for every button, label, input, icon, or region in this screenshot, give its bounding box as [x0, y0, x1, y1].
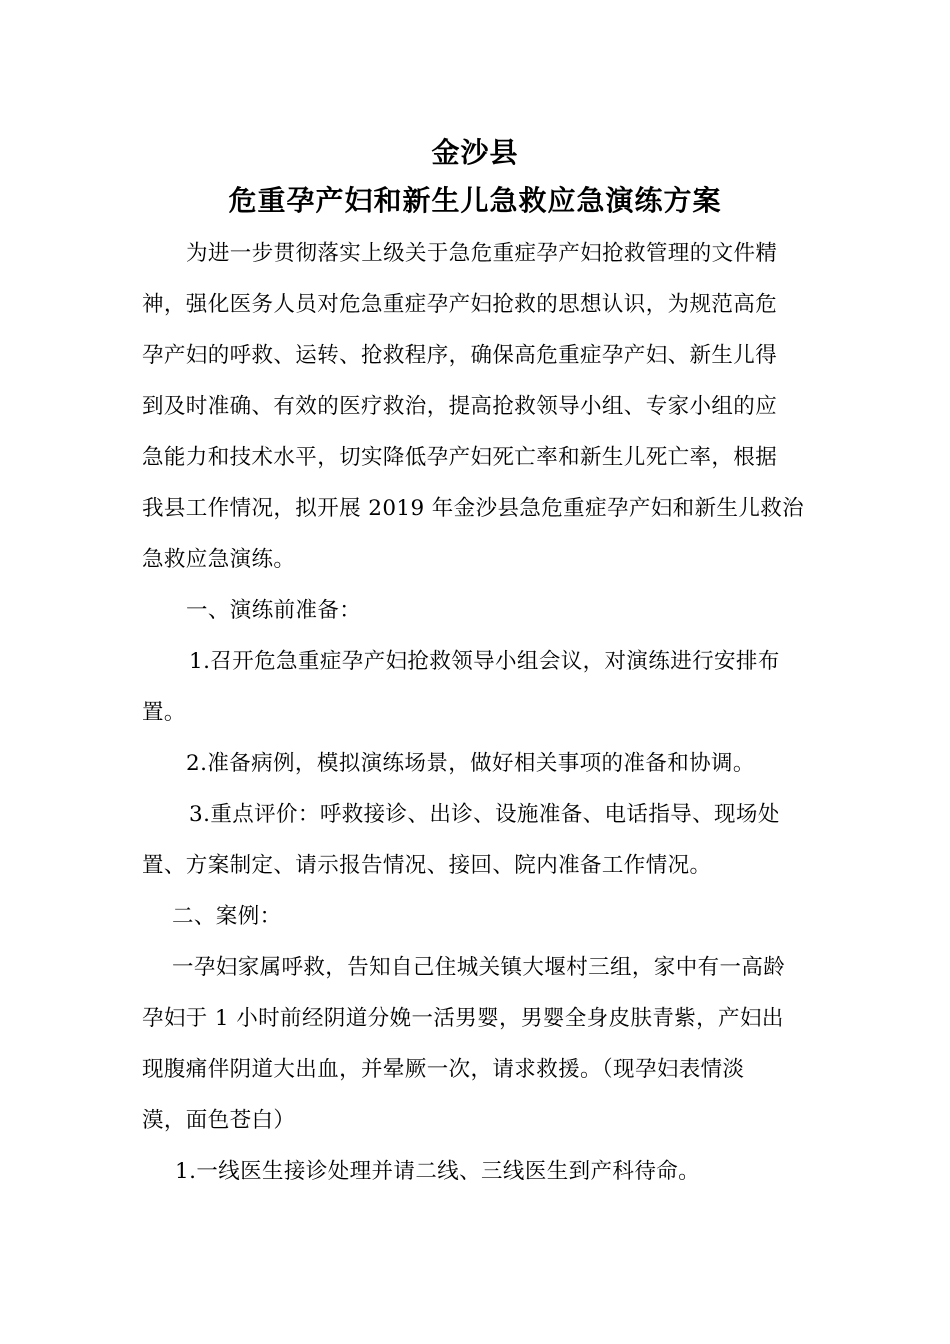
preparation-item-3-continued: 置、方案制定、请示报告情况、接回、院内准备工作情况。: [142, 853, 712, 878]
intro-line: 急能力和技术水平，切实降低孕产妇死亡率和新生儿死亡率，根据: [142, 445, 778, 470]
preparation-item-2: 2.准备病例，模拟演练场景，做好相关事项的准备和协调。: [186, 751, 755, 776]
case-line: 漠，面色苍白）: [142, 1108, 296, 1133]
document-title-main: 危重孕产妇和新生儿急救应急演练方案: [228, 184, 722, 217]
case-line: 孕妇于 1 小时前经阴道分娩一活男婴，男婴全身皮肤青紫，产妇出: [142, 1006, 784, 1031]
section-heading-preparation: 一、演练前准备：: [186, 598, 362, 623]
intro-line: 我县工作情况，拟开展 2019 年金沙县急危重症孕产妇和新生儿救治: [142, 496, 805, 521]
case-line: 现腹痛伴阴道大出血，并晕厥一次，请求救援。（现孕妇表情淡: [142, 1057, 745, 1082]
preparation-item-3: 3.重点评价：呼救接诊、出诊、设施准备、电话指导、现场处: [189, 802, 780, 827]
intro-line: 孕产妇的呼救、运转、抢救程序，确保高危重症孕产妇、新生儿得: [142, 343, 778, 368]
case-line: 一孕妇家属呼救，告知自己住城关镇大堰村三组，家中有一高龄: [172, 955, 786, 980]
intro-line: 神，强化医务人员对危急重症孕产妇抢救的思想认识，为规范高危: [142, 292, 778, 317]
case-step-1: 1.一线医生接诊处理并请二线、三线医生到产科待命。: [175, 1159, 701, 1184]
intro-line: 到及时准确、有效的医疗救治，提高抢救领导小组、专家小组的应: [142, 394, 778, 419]
document-title-county: 金沙县: [431, 136, 519, 169]
intro-line: 为进一步贯彻落实上级关于急危重症孕产妇抢救管理的文件精: [186, 241, 778, 266]
document-body: [142, 228, 808, 1197]
intro-line: 急救应急演练。: [142, 547, 296, 572]
preparation-item-1-continued: 置。: [142, 700, 186, 725]
section-heading-case: 二、案例：: [172, 904, 282, 929]
preparation-item-1: 1.召开危急重症孕产妇抢救领导小组会议，对演练进行安排布: [189, 649, 780, 674]
